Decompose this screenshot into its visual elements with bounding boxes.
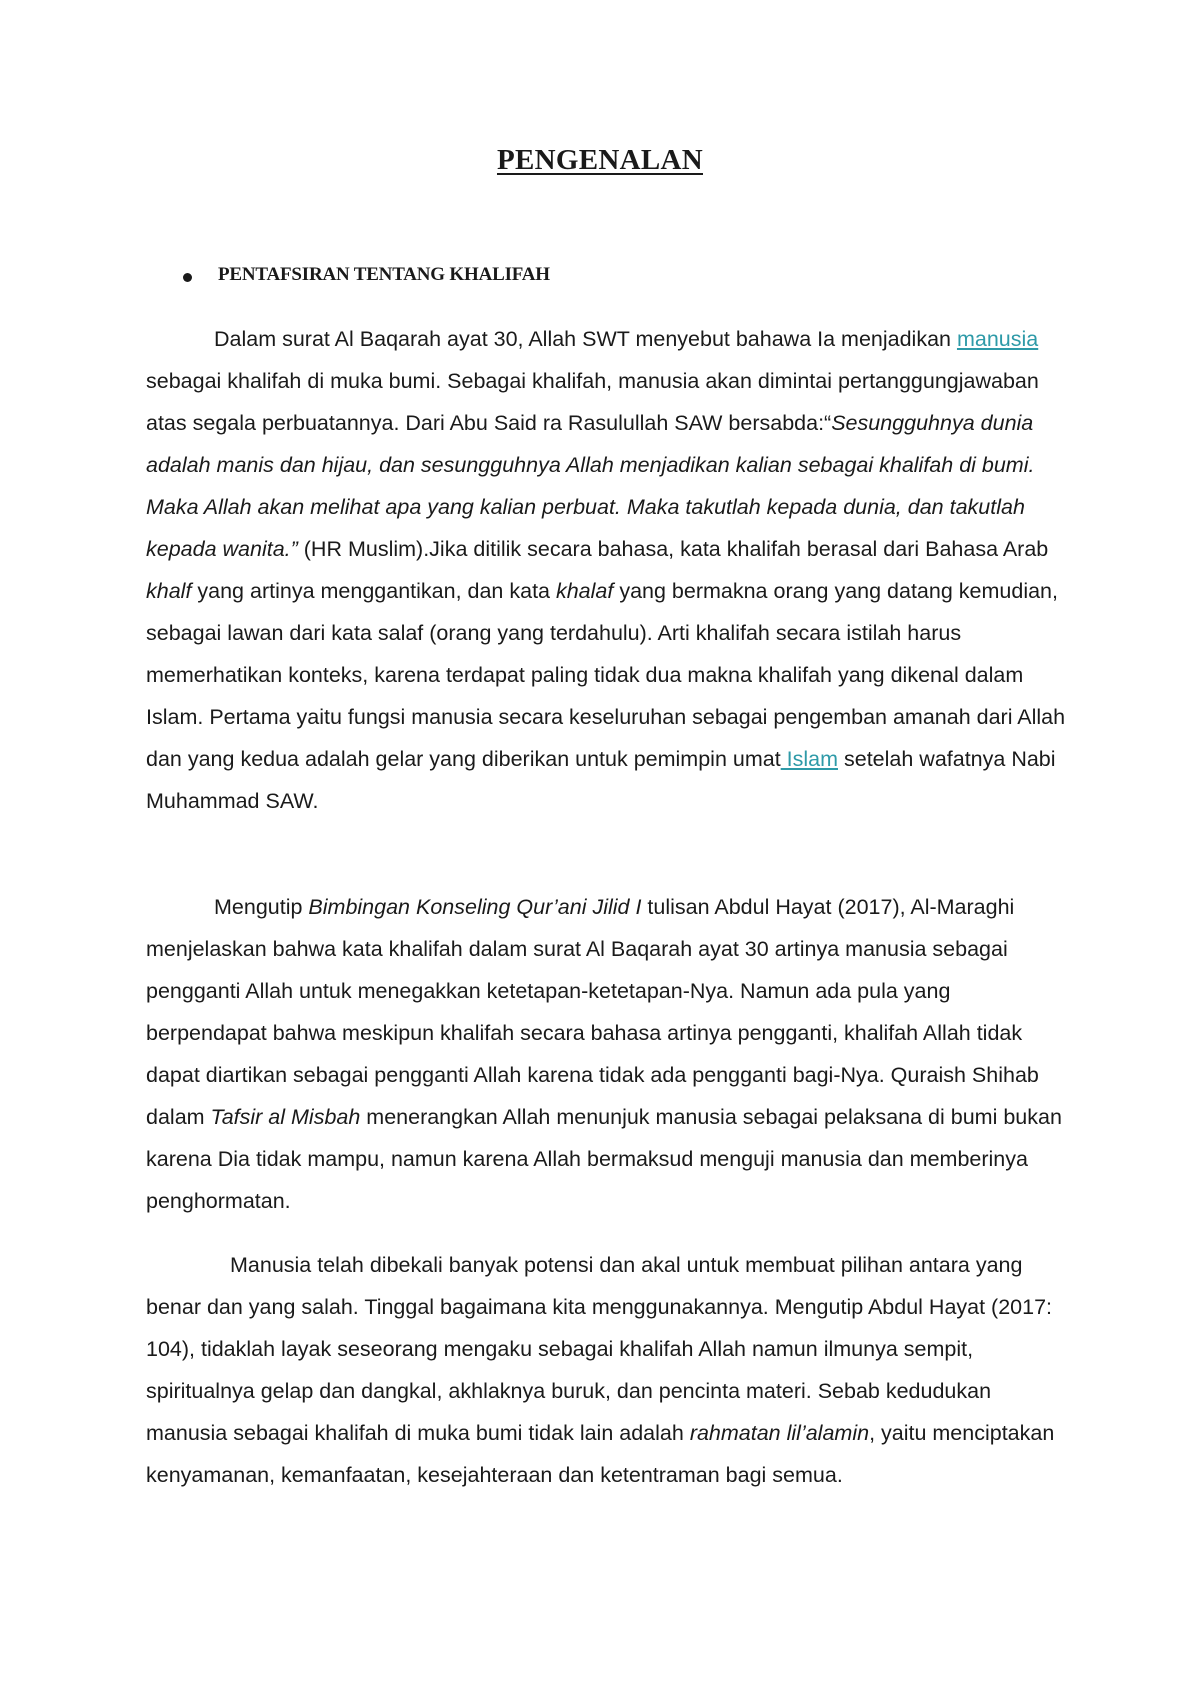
paragraph-2 <box>146 886 1066 1222</box>
paragraph-1-text-3: (HR Muslim).Jika ditilik secara bahasa, kata khalifah berasal dari Bahasa Arab <box>297 537 1049 561</box>
hadith-quote: Sesungguhnya dunia adalah manis dan hijau, dan sesungguhnya Allah menjadikan kalian sebagai khalifah di bumi. Maka Allah akan melihat apa yang kalian perbuat. Maka takutlah kepada dunia, dan takutlah kepada wanita.” <box>146 411 1035 561</box>
paragraph-1-text-2: sebagai khalifah di muka bumi. Sebagai khalifah, manusia akan dimintai pertanggungjawaban atas segala perbuatannya. Dari Abu Said ra Rasulullah SAW bersabda:“ <box>146 369 1039 435</box>
paragraph-2-text-2: tulisan Abdul Hayat (2017), Al-Maraghi menjelaskan bahwa kata khalifah dalam surat Al Baqarah ayat 30 artinya manusia sebagai pengganti Allah untuk menegakkan ketetapan-ketetapan-Nya. Namun ada pula yang berpendapat bahwa meskipun khalifah secara bahasa artinya pengganti, khalifah Allah tidak dapat diartikan sebagai pengganti Allah karena tidak ada pengganti bagi-Nya. Quraish Shihab dalam <box>146 895 1039 1129</box>
link-islam[interactable]: Islam <box>780 747 839 771</box>
term-khalf: khalf <box>146 579 192 603</box>
paragraph-1 <box>146 318 1066 822</box>
tafsir-title: Tafsir al Misbah <box>210 1105 361 1129</box>
paragraph-1-text-6: setelah wafatnya Nabi Muhammad SAW. <box>146 747 1056 813</box>
paragraph-1-text-5: yang bermakna orang yang datang kemudian, sebagai lawan dari kata salaf (orang yang terdahulu). Arti khalifah secara istilah harus memerhatikan konteks, karena terdapat paling tidak dua makna khalifah yang dikenal dalam Islam. Pertama yaitu fungsi manusia secara keseluruhan sebagai pengemban amanah dari Allah dan yang kedua adalah gelar yang diberikan untuk pemimpin umat <box>146 579 1066 771</box>
bullet-icon <box>183 273 192 282</box>
paragraph-2-text-1: Mengutip <box>214 895 309 919</box>
paragraph-2-text-3: menerangkan Allah menunjuk manusia sebagai pelaksana di bumi bukan karena Dia tidak mampu, namun karena Allah bermaksud menguji manusia dan memberinya penghormatan. <box>146 1105 1062 1213</box>
paragraph-3 <box>146 1244 1066 1496</box>
paragraph-1-text-1: Dalam surat Al Baqarah ayat 30, Allah SWT menyebut bahawa Ia menjadikan <box>214 327 957 351</box>
book-title: Bimbingan Konseling Qur’ani Jilid I <box>308 895 642 919</box>
section-heading-label: PENTAFSIRAN TENTANG KHALIFAH <box>218 264 550 285</box>
link-manusia[interactable]: manusia <box>956 327 1039 351</box>
paragraph-3-text-1: Manusia telah dibekali banyak potensi dan akal untuk membuat pilihan antara yang benar dan yang salah. Tinggal bagaimana kita menggunakannya. Mengutip Abdul Hayat (2017: 104), tidaklah layak seseorang mengaku sebagai khalifah Allah namun ilmunya sempit, spiritualnya gelap dan dangkal, akhlaknya buruk, dan pencinta materi. Sebab kedudukan manusia sebagai khalifah di muka bumi tidak lain adalah <box>146 1253 1053 1445</box>
term-khalaf: khalaf <box>555 579 614 603</box>
paragraph-3-text-2: , yaitu menciptakan kenyamanan, kemanfaatan, kesejahteraan dan ketentraman bagi semua. <box>146 1421 1055 1487</box>
paragraph-1-text-4: yang artinya menggantikan, dan kata <box>191 579 556 603</box>
term-rahmatan: rahmatan lil’alamin <box>689 1421 870 1445</box>
page-title: PENGENALAN <box>496 144 703 176</box>
